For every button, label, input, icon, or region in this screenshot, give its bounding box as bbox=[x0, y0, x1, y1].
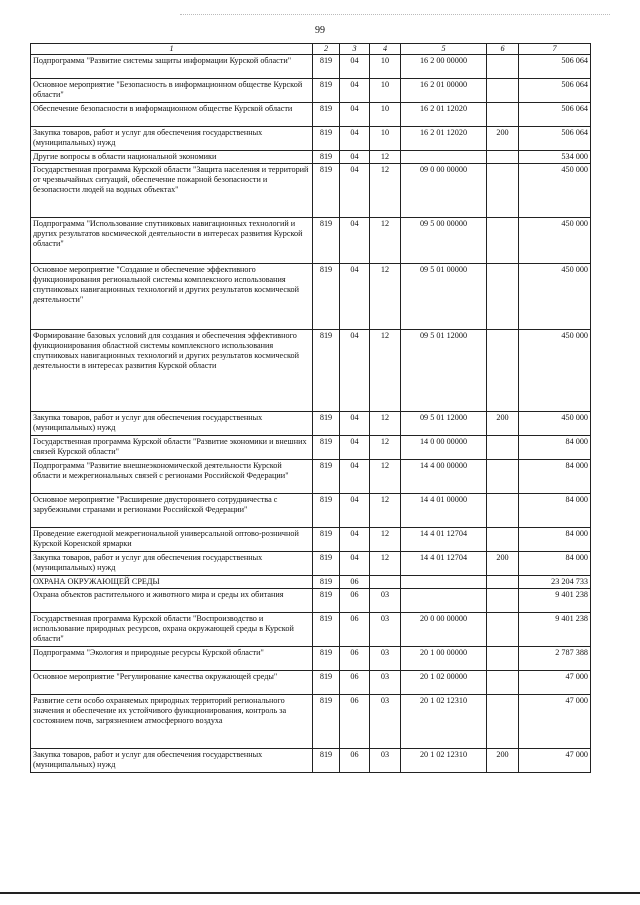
amount: 450 000 bbox=[519, 164, 591, 218]
target-article-code: 20 0 00 00000 bbox=[401, 613, 487, 647]
ministry-code: 819 bbox=[313, 613, 340, 647]
table-row bbox=[31, 671, 591, 695]
table-row bbox=[31, 412, 591, 436]
expense-type-code bbox=[487, 103, 519, 127]
amount: 450 000 bbox=[519, 330, 591, 412]
subsection-code: 12 bbox=[370, 164, 401, 218]
row-name: Основное мероприятие "Регулирование качества окружающей среды" bbox=[31, 671, 313, 695]
expense-type-code bbox=[487, 613, 519, 647]
table-row bbox=[31, 264, 591, 330]
target-article-code: 16 2 01 12020 bbox=[401, 103, 487, 127]
target-article-code: 20 1 02 12310 bbox=[401, 695, 487, 749]
amount: 84 000 bbox=[519, 436, 591, 460]
col-header: 2 bbox=[313, 44, 340, 55]
row-name: Обеспечение безопасности в информационном обществе Курской области bbox=[31, 103, 313, 127]
section-code: 06 bbox=[340, 695, 370, 749]
table-row bbox=[31, 494, 591, 528]
section-code: 04 bbox=[340, 552, 370, 576]
table-row bbox=[31, 330, 591, 412]
ministry-code: 819 bbox=[313, 528, 340, 552]
ministry-code: 819 bbox=[313, 330, 340, 412]
expense-type-code: 200 bbox=[487, 412, 519, 436]
section-code: 04 bbox=[340, 460, 370, 494]
amount: 47 000 bbox=[519, 671, 591, 695]
target-article-code: 16 2 01 00000 bbox=[401, 79, 487, 103]
section-code: 04 bbox=[340, 264, 370, 330]
target-article-code: 09 5 01 12000 bbox=[401, 412, 487, 436]
subsection-code: 12 bbox=[370, 412, 401, 436]
ministry-code: 819 bbox=[313, 695, 340, 749]
ministry-code: 819 bbox=[313, 552, 340, 576]
target-article-code: 14 4 01 12704 bbox=[401, 552, 487, 576]
row-name: Основное мероприятие "Безопасность в информационном обществе Курской области" bbox=[31, 79, 313, 103]
subsection-code: 12 bbox=[370, 552, 401, 576]
amount: 9 401 238 bbox=[519, 613, 591, 647]
subsection-code bbox=[370, 576, 401, 589]
subsection-code: 10 bbox=[370, 55, 401, 79]
budget-table bbox=[30, 43, 591, 773]
expense-type-code bbox=[487, 264, 519, 330]
amount: 23 204 733 bbox=[519, 576, 591, 589]
ministry-code: 819 bbox=[313, 460, 340, 494]
col-header: 3 bbox=[340, 44, 370, 55]
expense-type-code bbox=[487, 576, 519, 589]
amount: 2 787 388 bbox=[519, 647, 591, 671]
ministry-code: 819 bbox=[313, 55, 340, 79]
amount: 506 064 bbox=[519, 103, 591, 127]
amount: 450 000 bbox=[519, 218, 591, 264]
row-name: Подпрограмма "Использование спутниковых навигационных технологий и других результатов космической деятельности в интересах развития Курской области" bbox=[31, 218, 313, 264]
expense-type-code bbox=[487, 151, 519, 164]
target-article-code: 20 1 00 00000 bbox=[401, 647, 487, 671]
expense-type-code bbox=[487, 695, 519, 749]
ministry-code: 819 bbox=[313, 576, 340, 589]
table-row bbox=[31, 695, 591, 749]
section-code: 04 bbox=[340, 127, 370, 151]
target-article-code: 09 0 00 00000 bbox=[401, 164, 487, 218]
subsection-code: 12 bbox=[370, 436, 401, 460]
subsection-code: 10 bbox=[370, 103, 401, 127]
row-name: Формирование базовых условий для создания и обеспечения эффективного функционирования областной системы комплексного использования спутниковых навигационных технологий и других результатов космической деятельности в интересах развития Курской области bbox=[31, 330, 313, 412]
row-name: Подпрограмма "Развитие системы защиты информации Курской области" bbox=[31, 55, 313, 79]
subsection-code: 03 bbox=[370, 589, 401, 613]
subsection-code: 12 bbox=[370, 494, 401, 528]
ministry-code: 819 bbox=[313, 127, 340, 151]
table-row bbox=[31, 647, 591, 671]
target-article-code: 20 1 02 00000 bbox=[401, 671, 487, 695]
target-article-code: 14 4 00 00000 bbox=[401, 460, 487, 494]
target-article-code: 09 5 01 12000 bbox=[401, 330, 487, 412]
col-header: 4 bbox=[370, 44, 401, 55]
row-name: Охрана объектов растительного и животного мира и среды их обитания bbox=[31, 589, 313, 613]
row-name: Подпрограмма "Развитие внешнеэкономической деятельности Курской области и межрегиональных связей с регионами Российской Федерации" bbox=[31, 460, 313, 494]
expense-type-code bbox=[487, 460, 519, 494]
target-article-code: 14 4 01 12704 bbox=[401, 528, 487, 552]
amount: 450 000 bbox=[519, 264, 591, 330]
ministry-code: 819 bbox=[313, 151, 340, 164]
section-code: 04 bbox=[340, 436, 370, 460]
amount: 450 000 bbox=[519, 412, 591, 436]
expense-type-code: 200 bbox=[487, 127, 519, 151]
row-name: Другие вопросы в области национальной экономики bbox=[31, 151, 313, 164]
expense-type-code bbox=[487, 79, 519, 103]
target-article-code bbox=[401, 576, 487, 589]
section-code: 06 bbox=[340, 647, 370, 671]
section-code: 04 bbox=[340, 528, 370, 552]
expense-type-code bbox=[487, 164, 519, 218]
table-row bbox=[31, 552, 591, 576]
target-article-code: 14 4 01 00000 bbox=[401, 494, 487, 528]
table-row bbox=[31, 460, 591, 494]
target-article-code: 16 2 00 00000 bbox=[401, 55, 487, 79]
subsection-code: 03 bbox=[370, 613, 401, 647]
table-row bbox=[31, 589, 591, 613]
ministry-code: 819 bbox=[313, 103, 340, 127]
row-name: Основное мероприятие "Создание и обеспечение эффективного функционирования региональной системы комплексного использования спутниковых навигационных технологий и других результатов космической деятельности" bbox=[31, 264, 313, 330]
row-name: Подпрограмма "Экология и природные ресурсы Курской области" bbox=[31, 647, 313, 671]
row-name: Государственная программа Курской области "Защита населения и территорий от чрезвычайных ситуаций, обеспечение пожарной безопасности и безопасности людей на водных объектах" bbox=[31, 164, 313, 218]
scan-artifact bbox=[180, 14, 610, 16]
subsection-code: 10 bbox=[370, 127, 401, 151]
subsection-code: 03 bbox=[370, 695, 401, 749]
table-row bbox=[31, 528, 591, 552]
subsection-code: 12 bbox=[370, 151, 401, 164]
page-bottom-rule bbox=[0, 892, 640, 894]
amount: 9 401 238 bbox=[519, 589, 591, 613]
section-code: 06 bbox=[340, 613, 370, 647]
section-code: 04 bbox=[340, 151, 370, 164]
amount: 84 000 bbox=[519, 460, 591, 494]
subsection-code: 10 bbox=[370, 79, 401, 103]
table-row bbox=[31, 749, 591, 773]
target-article-code bbox=[401, 151, 487, 164]
expense-type-code bbox=[487, 671, 519, 695]
subsection-code: 03 bbox=[370, 647, 401, 671]
ministry-code: 819 bbox=[313, 164, 340, 218]
row-name: Закупка товаров, работ и услуг для обеспечения государственных (муниципальных) нужд bbox=[31, 552, 313, 576]
amount: 47 000 bbox=[519, 749, 591, 773]
subsection-code: 03 bbox=[370, 749, 401, 773]
ministry-code: 819 bbox=[313, 436, 340, 460]
page-number: 99 bbox=[315, 25, 325, 36]
expense-type-code bbox=[487, 494, 519, 528]
expense-type-code bbox=[487, 436, 519, 460]
ministry-code: 819 bbox=[313, 671, 340, 695]
ministry-code: 819 bbox=[313, 749, 340, 773]
section-code: 04 bbox=[340, 412, 370, 436]
subsection-code: 12 bbox=[370, 264, 401, 330]
section-code: 04 bbox=[340, 55, 370, 79]
subsection-code: 12 bbox=[370, 330, 401, 412]
ministry-code: 819 bbox=[313, 264, 340, 330]
expense-type-code bbox=[487, 589, 519, 613]
table-row bbox=[31, 103, 591, 127]
col-header: 5 bbox=[401, 44, 487, 55]
section-code: 04 bbox=[340, 103, 370, 127]
expense-type-code bbox=[487, 330, 519, 412]
table-row bbox=[31, 436, 591, 460]
ministry-code: 819 bbox=[313, 218, 340, 264]
amount: 506 064 bbox=[519, 55, 591, 79]
table-row bbox=[31, 576, 591, 589]
expense-type-code bbox=[487, 647, 519, 671]
row-name: Закупка товаров, работ и услуг для обеспечения государственных (муниципальных) нужд bbox=[31, 749, 313, 773]
expense-type-code bbox=[487, 528, 519, 552]
row-name: Основное мероприятие "Расширение двустороннего сотрудничества с зарубежными странами и регионами Российской Федерации" bbox=[31, 494, 313, 528]
amount: 84 000 bbox=[519, 552, 591, 576]
col-header: 6 bbox=[487, 44, 519, 55]
table-row bbox=[31, 55, 591, 79]
table-row bbox=[31, 164, 591, 218]
expense-type-code bbox=[487, 218, 519, 264]
table-row bbox=[31, 218, 591, 264]
section-code: 04 bbox=[340, 330, 370, 412]
target-article-code: 14 0 00 00000 bbox=[401, 436, 487, 460]
amount: 84 000 bbox=[519, 528, 591, 552]
table-row bbox=[31, 79, 591, 103]
subsection-code: 03 bbox=[370, 671, 401, 695]
target-article-code: 16 2 01 12020 bbox=[401, 127, 487, 151]
row-name: Проведение ежегодной межрегиональной универсальной оптово-розничной Курской Коренской ярмарки bbox=[31, 528, 313, 552]
amount: 506 064 bbox=[519, 127, 591, 151]
subsection-code: 12 bbox=[370, 528, 401, 552]
target-article-code: 09 5 00 00000 bbox=[401, 218, 487, 264]
expense-type-code bbox=[487, 55, 519, 79]
section-code: 04 bbox=[340, 164, 370, 218]
target-article-code: 20 1 02 12310 bbox=[401, 749, 487, 773]
expense-type-code: 200 bbox=[487, 552, 519, 576]
target-article-code: 09 5 01 00000 bbox=[401, 264, 487, 330]
section-code: 04 bbox=[340, 79, 370, 103]
table-row bbox=[31, 127, 591, 151]
amount: 47 000 bbox=[519, 695, 591, 749]
col-header: 1 bbox=[31, 44, 313, 55]
amount: 534 000 bbox=[519, 151, 591, 164]
table-row bbox=[31, 613, 591, 647]
section-code: 06 bbox=[340, 749, 370, 773]
expense-type-code: 200 bbox=[487, 749, 519, 773]
col-header: 7 bbox=[519, 44, 591, 55]
subsection-code: 12 bbox=[370, 460, 401, 494]
row-name: ОХРАНА ОКРУЖАЮЩЕЙ СРЕДЫ bbox=[31, 576, 313, 589]
row-name: Государственная программа Курской области "Воспроизводство и использование природных ресурсов, охрана окружающей среды в Курской области" bbox=[31, 613, 313, 647]
section-code: 06 bbox=[340, 589, 370, 613]
row-name: Закупка товаров, работ и услуг для обеспечения государственных (муниципальных) нужд bbox=[31, 127, 313, 151]
section-code: 04 bbox=[340, 218, 370, 264]
ministry-code: 819 bbox=[313, 647, 340, 671]
header-row bbox=[31, 44, 591, 55]
ministry-code: 819 bbox=[313, 412, 340, 436]
table-row bbox=[31, 151, 591, 164]
amount: 506 064 bbox=[519, 79, 591, 103]
section-code: 06 bbox=[340, 671, 370, 695]
subsection-code: 12 bbox=[370, 218, 401, 264]
amount: 84 000 bbox=[519, 494, 591, 528]
section-code: 06 bbox=[340, 576, 370, 589]
ministry-code: 819 bbox=[313, 589, 340, 613]
target-article-code bbox=[401, 589, 487, 613]
section-code: 04 bbox=[340, 494, 370, 528]
row-name: Развитие сети особо охраняемых природных территорий регионального значения и обеспечение их устойчивого функционирования, контроль за состоянием почв, загрязнением атмосферного воздуха bbox=[31, 695, 313, 749]
ministry-code: 819 bbox=[313, 79, 340, 103]
row-name: Государственная программа Курской области "Развитие экономики и внешних связей Курской области" bbox=[31, 436, 313, 460]
ministry-code: 819 bbox=[313, 494, 340, 528]
row-name: Закупка товаров, работ и услуг для обеспечения государственных (муниципальных) нужд bbox=[31, 412, 313, 436]
